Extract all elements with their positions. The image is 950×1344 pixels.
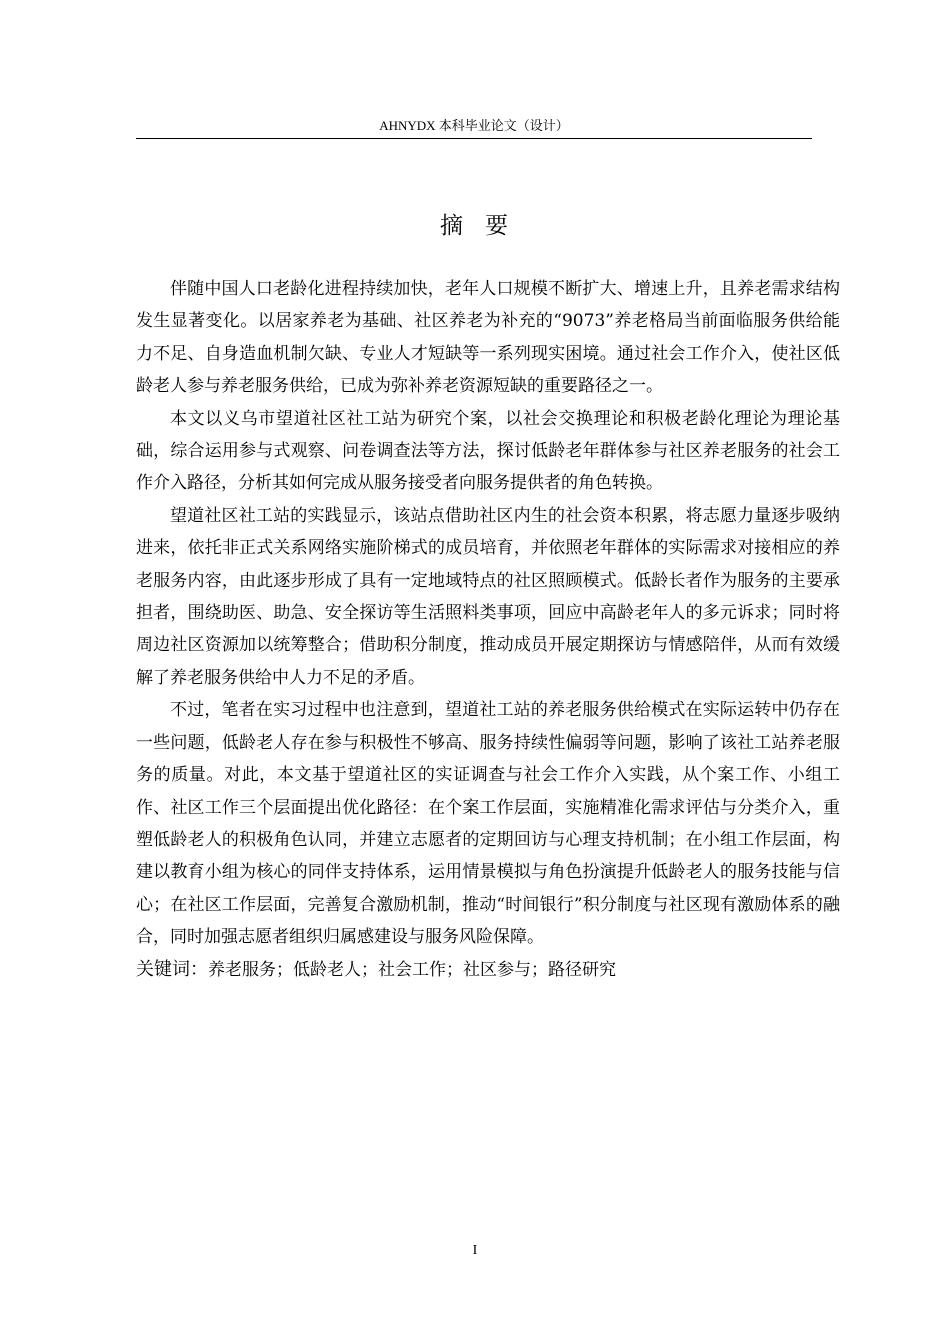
abstract-paragraph-1: 伴随中国人口老龄化进程持续加快，老年人口规模不断扩大、增速上升，且养老需求结构发生显著变化。以居家养老为基础、社区养老为补充的“9073”养老格局当前面临服务供给能力不足、自身造血机制欠缺、专业人才短缺等一系列现实困境。通过社会工作介入，使社区低龄老人参与养老服务供给，已成为弥补养老资源短缺的重要路径之一。 (136, 279, 840, 397)
abstract-paragraph-3: 望道社区社工站的实践显示，该站点借助社区内生的社会资本积累，将志愿力量逐步吸纳进来，依托非正式关系网络实施阶梯式的成员培育，并依照老年群体的实际需求对接相应的养老服务内容，由此逐步形成了具有一定地域特点的社区照顾模式。低龄长者作为服务的主要承担者，围绕助医、助急、安全探访等生活照料类事项，回应中高龄老年人的多元诉求；同时将周边社区资源加以统筹整合；借助积分制度，推动成员开展定期探访与情感陪伴，从而有效缓解了养老服务供给中人力不足的矛盾。 (136, 505, 840, 688)
keywords-line (136, 954, 840, 986)
page-number: I (472, 1243, 478, 1258)
abstract-body (136, 273, 840, 986)
abstract-title: 摘要 (440, 213, 530, 239)
keywords-value: 养老服务；低龄老人；社会工作；社区参与；路径研究 (208, 959, 616, 980)
abstract-paragraph-4: 不过，笔者在实习过程中也注意到，望道社工站的养老服务供给模式在实际运转中仍存在一些问题，低龄老人存在参与积极性不够高、服务持续性偏弱等问题，影响了该社工站养老服务的质量。对此，本文基于望道社区的实证调查与社会工作介入实践，从个案工作、小组工作、社区工作三个层面提出优化路径：在个案工作层面，实施精准化需求评估与分类介入，重塑低龄老人的积极角色认同，并建立志愿者的定期回访与心理支持机制；在小组工作层面，构建以教育小组为核心的同伴支持体系，运用情景模拟与角色扮演提升低龄老人的服务技能与信心；在社区工作层面，完善复合激励机制，推动“时间银行”积分制度与社区现有激励体系的融合，同时加强志愿者组织归属感建设与服务风险保障。 (136, 700, 840, 948)
keywords-label: 关键词： (136, 958, 208, 980)
abstract-paragraph-2: 本文以义乌市望道社区社工站为研究个案，以社会交换理论和积极老龄化理论为理论基础，综合运用参与式观察、问卷调查法等方法，探讨低龄老年群体参与社区养老服务的社会工作介入路径，分析其如何完成从服务接受者向服务提供者的角色转换。 (136, 408, 840, 494)
page-header: AHNYDX 本科毕业论文（设计） (379, 118, 569, 133)
header-divider (136, 138, 812, 139)
